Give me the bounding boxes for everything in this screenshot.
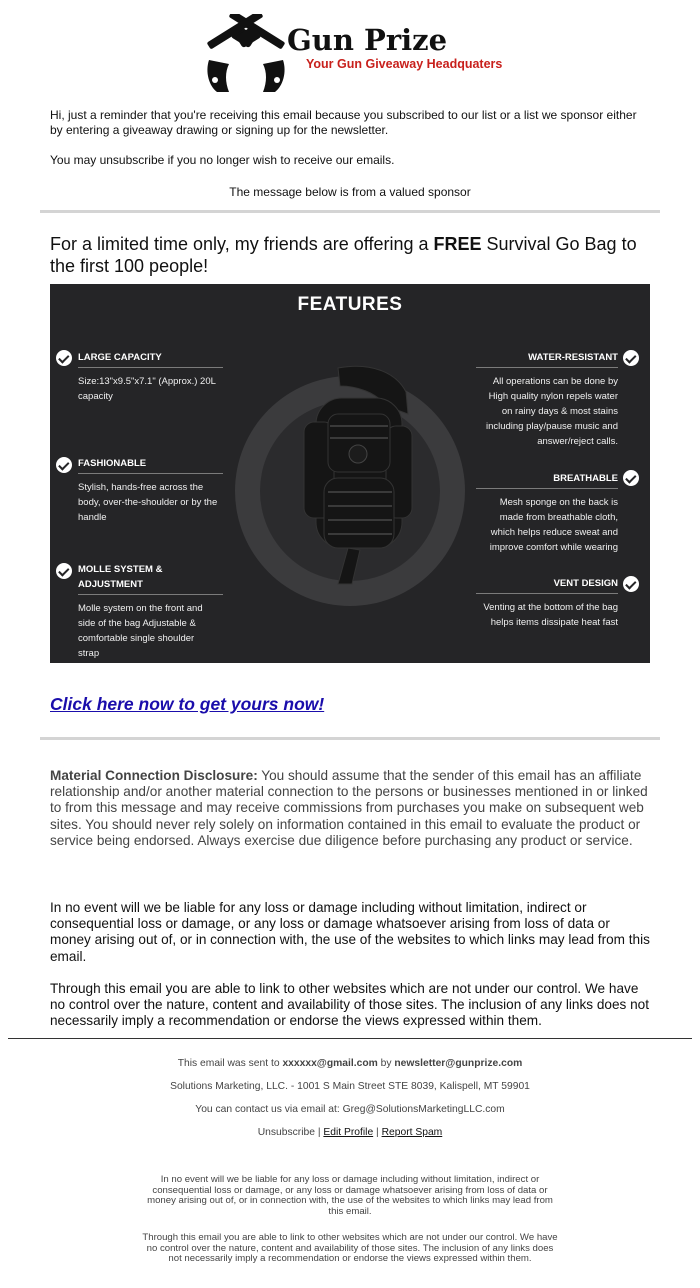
footer-external-links: Through this email you are able to link to other websites which are not under our control. We have no control over the nature, content and availability of those sites. The inclusion of any links does not necessarily imply a recommendation or endorse the views expressed within them. xyxy=(142,1232,558,1265)
backpack-image xyxy=(278,362,428,592)
liability-paragraph: In no event will we be liable for any loss or damage including without limitation, indirect or consequential loss or damage, or any loss or damage whatsoever arising from loss of data or money arising out of, or in connection with, the use of the websites to which links may lead from this email. xyxy=(50,900,650,964)
feature-large-capacity xyxy=(78,350,223,404)
separator: | xyxy=(373,1127,382,1138)
features-banner[interactable] xyxy=(50,284,650,663)
feature-body: Stylish, hands-free across the body, over-the-shoulder or by the handle xyxy=(78,482,218,523)
separator: | xyxy=(314,1127,324,1138)
sender-email: newsletter@gunprize.com xyxy=(394,1058,523,1069)
disclosure-label: Material Connection Disclosure: xyxy=(50,768,258,783)
external-links-paragraph: Through this email you are able to link to other websites which are not under our control. We have no control over the nature, content and availability of those sites. The inclusion of any links does not necessarily imply a recommendation or endorse the views expressed within them. xyxy=(50,981,649,1029)
footer-links xyxy=(0,1127,700,1139)
banner-title: FEATURES xyxy=(297,294,403,315)
headline-text: For a limited time only, my friends are offering a xyxy=(50,234,434,254)
report-spam-link[interactable]: Report Spam xyxy=(381,1127,443,1138)
recipient-email: xxxxxx@gmail.com xyxy=(282,1058,378,1069)
feature-title: LARGE CAPACITY xyxy=(78,352,162,363)
check-icon xyxy=(623,576,639,592)
sent-pre: This email was sent to xyxy=(177,1058,283,1069)
check-icon xyxy=(56,457,72,473)
divider xyxy=(40,737,660,740)
disclosure-text: You should assume that the sender of this email has an affiliate relationship and/or another material connection to the persons or businesses mentioned in or linked to from this message and may receive commissions from purchases you make on subsequent web sites. You should never rely solely on information contained in this email to evaluate the product or service being endorsed. Always exercise due diligence before purchasing any product or service. xyxy=(50,768,648,848)
feature-rule xyxy=(476,367,618,368)
subscription-reminder: Hi, just a reminder that you're receiving this email because you subscribed to our list or a list we sponsor either by entering a giveaway drawing or signing up for the newsletter. xyxy=(50,108,637,137)
unsubscribe-link[interactable]: Unsubscribe xyxy=(257,1127,315,1138)
brand-tagline: Your Gun Giveaway Headquaters xyxy=(306,57,503,71)
divider xyxy=(40,210,660,213)
sent-to-line xyxy=(0,1058,700,1070)
feature-title: MOLLE SYSTEM & ADJUSTMENT xyxy=(78,564,163,590)
feature-rule xyxy=(476,488,618,489)
postal-address: Solutions Marketing, LLC. - 1001 S Main Street STE 8039, Kalispell, MT 59901 xyxy=(170,1081,530,1092)
sent-mid: by xyxy=(377,1058,395,1069)
claim-offer-link[interactable]: Click here now to get yours now! xyxy=(50,694,325,714)
feature-breathable xyxy=(476,471,618,555)
feature-body: All operations can be done by High quality nylon repels water on rainy days & most stains including play/pause music and answer/reject calls. xyxy=(485,376,618,447)
feature-title: VENT DESIGN xyxy=(553,578,618,589)
feature-body: Molle system on the front and side of the bag Adjustable & comfortable single shoulder strap xyxy=(78,603,203,659)
unsubscribe-note: You may unsubscribe if you no longer wish to receive our emails. xyxy=(50,153,395,167)
headline-text-end: Survival Go Bag to the first 100 people! xyxy=(50,234,637,276)
feature-title: BREATHABLE xyxy=(553,473,618,484)
sponsor-note: The message below is from a valued sponsor xyxy=(229,185,471,199)
footer-liability: In no event will we be liable for any loss or damage including without limitation, indirect or consequential loss or damage, or any loss or damage whatsoever arising from loss of data or money arising out of, or in connection with, the use of the websites to which links may lead from this email. xyxy=(147,1174,553,1217)
check-icon xyxy=(56,350,72,366)
feature-vent-design xyxy=(476,576,618,630)
contact-line: You can contact us via email at: Greg@SolutionsMarketingLLC.com xyxy=(195,1104,505,1115)
feature-title: WATER-RESISTANT xyxy=(528,352,618,363)
feature-rule xyxy=(78,594,223,595)
feature-molle-system xyxy=(78,562,223,661)
feature-body: Venting at the bottom of the bag helps items dissipate heat fast xyxy=(483,602,618,628)
crossed-revolvers-icon xyxy=(203,14,289,96)
feature-fashionable xyxy=(78,456,223,525)
feature-body: Mesh sponge on the back is made from breathable cloth, which helps reduce sweat and improve comfort while wearing xyxy=(489,497,618,553)
footer-divider xyxy=(8,1038,692,1039)
material-disclosure xyxy=(50,768,650,849)
feature-body: Size:13"x9.5"x7.1" (Approx.) 20L capacity xyxy=(78,376,216,402)
feature-rule xyxy=(78,367,223,368)
offer-headline xyxy=(50,233,660,277)
brand-name: Gun Prize xyxy=(287,23,448,57)
check-icon xyxy=(623,350,639,366)
check-icon xyxy=(56,563,72,579)
edit-profile-link[interactable]: Edit Profile xyxy=(323,1127,374,1138)
feature-title: FASHIONABLE xyxy=(78,458,147,469)
check-icon xyxy=(623,470,639,486)
feature-rule xyxy=(476,593,618,594)
headline-free: FREE xyxy=(433,234,482,254)
feature-rule xyxy=(78,473,223,474)
feature-water-resistant xyxy=(476,350,618,449)
